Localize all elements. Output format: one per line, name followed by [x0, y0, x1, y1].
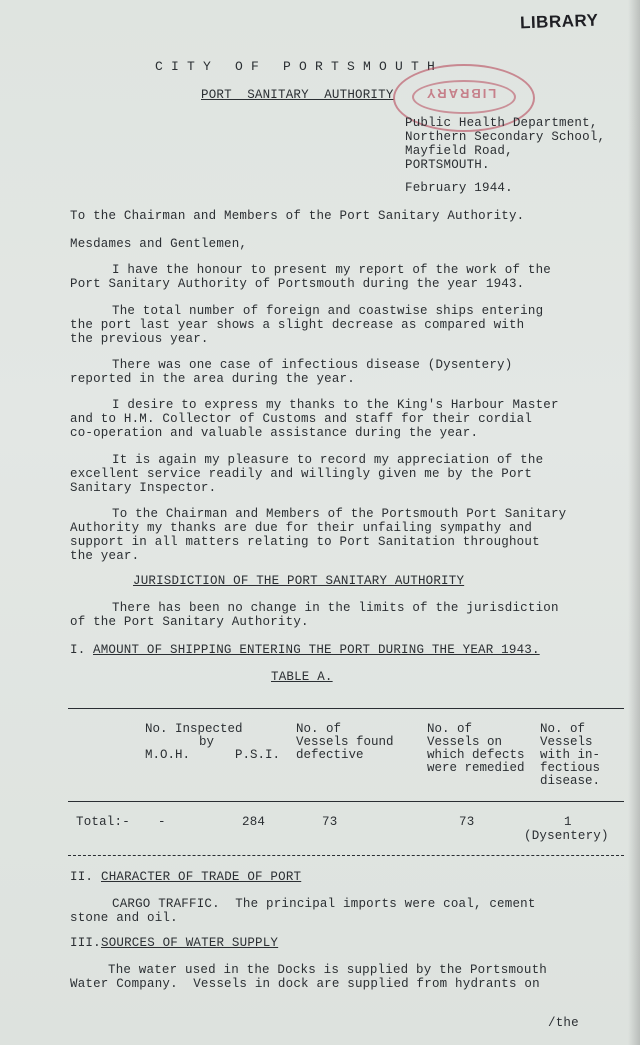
para-6-line-3: support in all matters relating to Port Sanitation throughout — [70, 535, 540, 549]
col-defective-line-2: Vessels found — [296, 735, 394, 749]
col-infectious-line-4: fectious — [540, 761, 601, 775]
para-4-line-3: co-operation and valuable assistance during the year. — [70, 426, 479, 440]
para-1-line-2: Port Sanitary Authority of Portsmouth during the year 1943. — [70, 277, 525, 291]
col-infectious-line-2: Vessels — [540, 735, 593, 749]
page-edge-shadow — [628, 0, 640, 1045]
col-infectious-line-3: with in- — [540, 748, 601, 762]
para-1-line-1: I have the honour to present my report of the work of the — [112, 263, 551, 277]
total-infectious-note: (Dysentery) — [524, 829, 609, 843]
col-inspected-line-3: M.O.H. P.S.I. — [145, 748, 281, 762]
col-defective-line-1: No. of — [296, 722, 342, 736]
jurisdiction-heading: JURISDICTION OF THE PORT SANITARY AUTHORITY — [133, 574, 465, 588]
col-infectious-line-1: No. of — [540, 722, 586, 736]
col-infectious-line-5: disease. — [540, 774, 601, 788]
total-infectious: 1 — [564, 815, 572, 829]
letter-date: February 1944. — [405, 181, 513, 195]
library-tag: LIBRARY — [519, 10, 599, 33]
total-psi: 284 — [242, 815, 266, 829]
jurisdiction-line-2: of the Port Sanitary Authority. — [70, 615, 309, 629]
section-3-line-2: Water Company. Vessels in dock are supplied from hydrants on — [70, 977, 540, 991]
address-line-1: Public Health Department, — [405, 116, 598, 130]
col-remedied-line-1: No. of — [427, 722, 473, 736]
address-line-2: Northern Secondary School, — [405, 130, 606, 144]
address-line-4: PORTSMOUTH. — [405, 158, 490, 172]
para-4-line-1: I desire to express my thanks to the King's Harbour Master — [112, 398, 559, 412]
total-defective: 73 — [322, 815, 338, 829]
section-2-line-2: stone and oil. — [70, 911, 178, 925]
para-4-line-2: and to H.M. Collector of Customs and staff for their cordial — [70, 412, 533, 426]
section-3-number: III. — [70, 936, 101, 950]
para-5-line-2: excellent service readily and willingly given me by the Port — [70, 467, 533, 481]
city-heading: C I T Y O F P O R T S M O U T H — [155, 59, 436, 74]
section-2-number: II. — [70, 870, 94, 884]
total-remedied: 73 — [459, 815, 475, 829]
section-3-line-1: The water used in the Docks is supplied by the Portsmouth — [108, 963, 547, 977]
para-6-line-4: the year. — [70, 549, 140, 563]
section-2-heading: CHARACTER OF TRADE OF PORT — [101, 870, 302, 884]
total-label: Total:- — [76, 815, 130, 829]
authority-heading: PORT SANITARY AUTHORITY — [201, 88, 394, 102]
table-bottom-rule — [68, 855, 624, 856]
col-remedied-line-3: which defects — [427, 748, 525, 762]
col-inspected-line-2: by — [199, 735, 215, 749]
section-2-line-1: CARGO TRAFFIC. The principal imports were coal, cement — [112, 897, 536, 911]
para-2-line-3: the previous year. — [70, 332, 209, 346]
section-1-number: I. — [70, 643, 86, 657]
para-5-line-1: It is again my pleasure to record my appreciation of the — [112, 453, 544, 467]
greeting: Mesdames and Gentlemen, — [70, 237, 248, 251]
total-moh: - — [158, 815, 166, 829]
address-line-3: Mayfield Road, — [405, 144, 513, 158]
table-a-title: TABLE A. — [271, 670, 333, 684]
section-3-heading: SOURCES OF WATER SUPPLY — [101, 936, 279, 950]
library-stamp-text: LIBRARY — [425, 86, 497, 101]
section-1-heading: AMOUNT OF SHIPPING ENTERING THE PORT DURING THE YEAR 1943. — [93, 643, 540, 657]
col-remedied-line-2: Vessels on — [427, 735, 503, 749]
salutation-to: To the Chairman and Members of the Port Sanitary Authority. — [70, 209, 525, 223]
table-header-rule — [68, 801, 624, 802]
col-remedied-line-4: were remedied — [427, 761, 525, 775]
catchword: /the — [548, 1016, 579, 1030]
jurisdiction-line-1: There has been no change in the limits of the jurisdiction — [112, 601, 559, 615]
para-6-line-2: Authority my thanks are due for their unfailing sympathy and — [70, 521, 533, 535]
col-defective-line-3: defective — [296, 748, 364, 762]
col-inspected-line-1: No. Inspected — [145, 722, 243, 736]
para-6-line-1: To the Chairman and Members of the Portsmouth Port Sanitary — [112, 507, 567, 521]
table-top-rule — [68, 708, 624, 709]
para-5-line-3: Sanitary Inspector. — [70, 481, 217, 495]
para-2-line-2: the port last year shows a slight decrease as compared with — [70, 318, 525, 332]
para-3-line-1: There was one case of infectious disease (Dysentery) — [112, 358, 513, 372]
para-3-line-2: reported in the area during the year. — [70, 372, 355, 386]
para-2-line-1: The total number of foreign and coastwise ships entering — [112, 304, 544, 318]
